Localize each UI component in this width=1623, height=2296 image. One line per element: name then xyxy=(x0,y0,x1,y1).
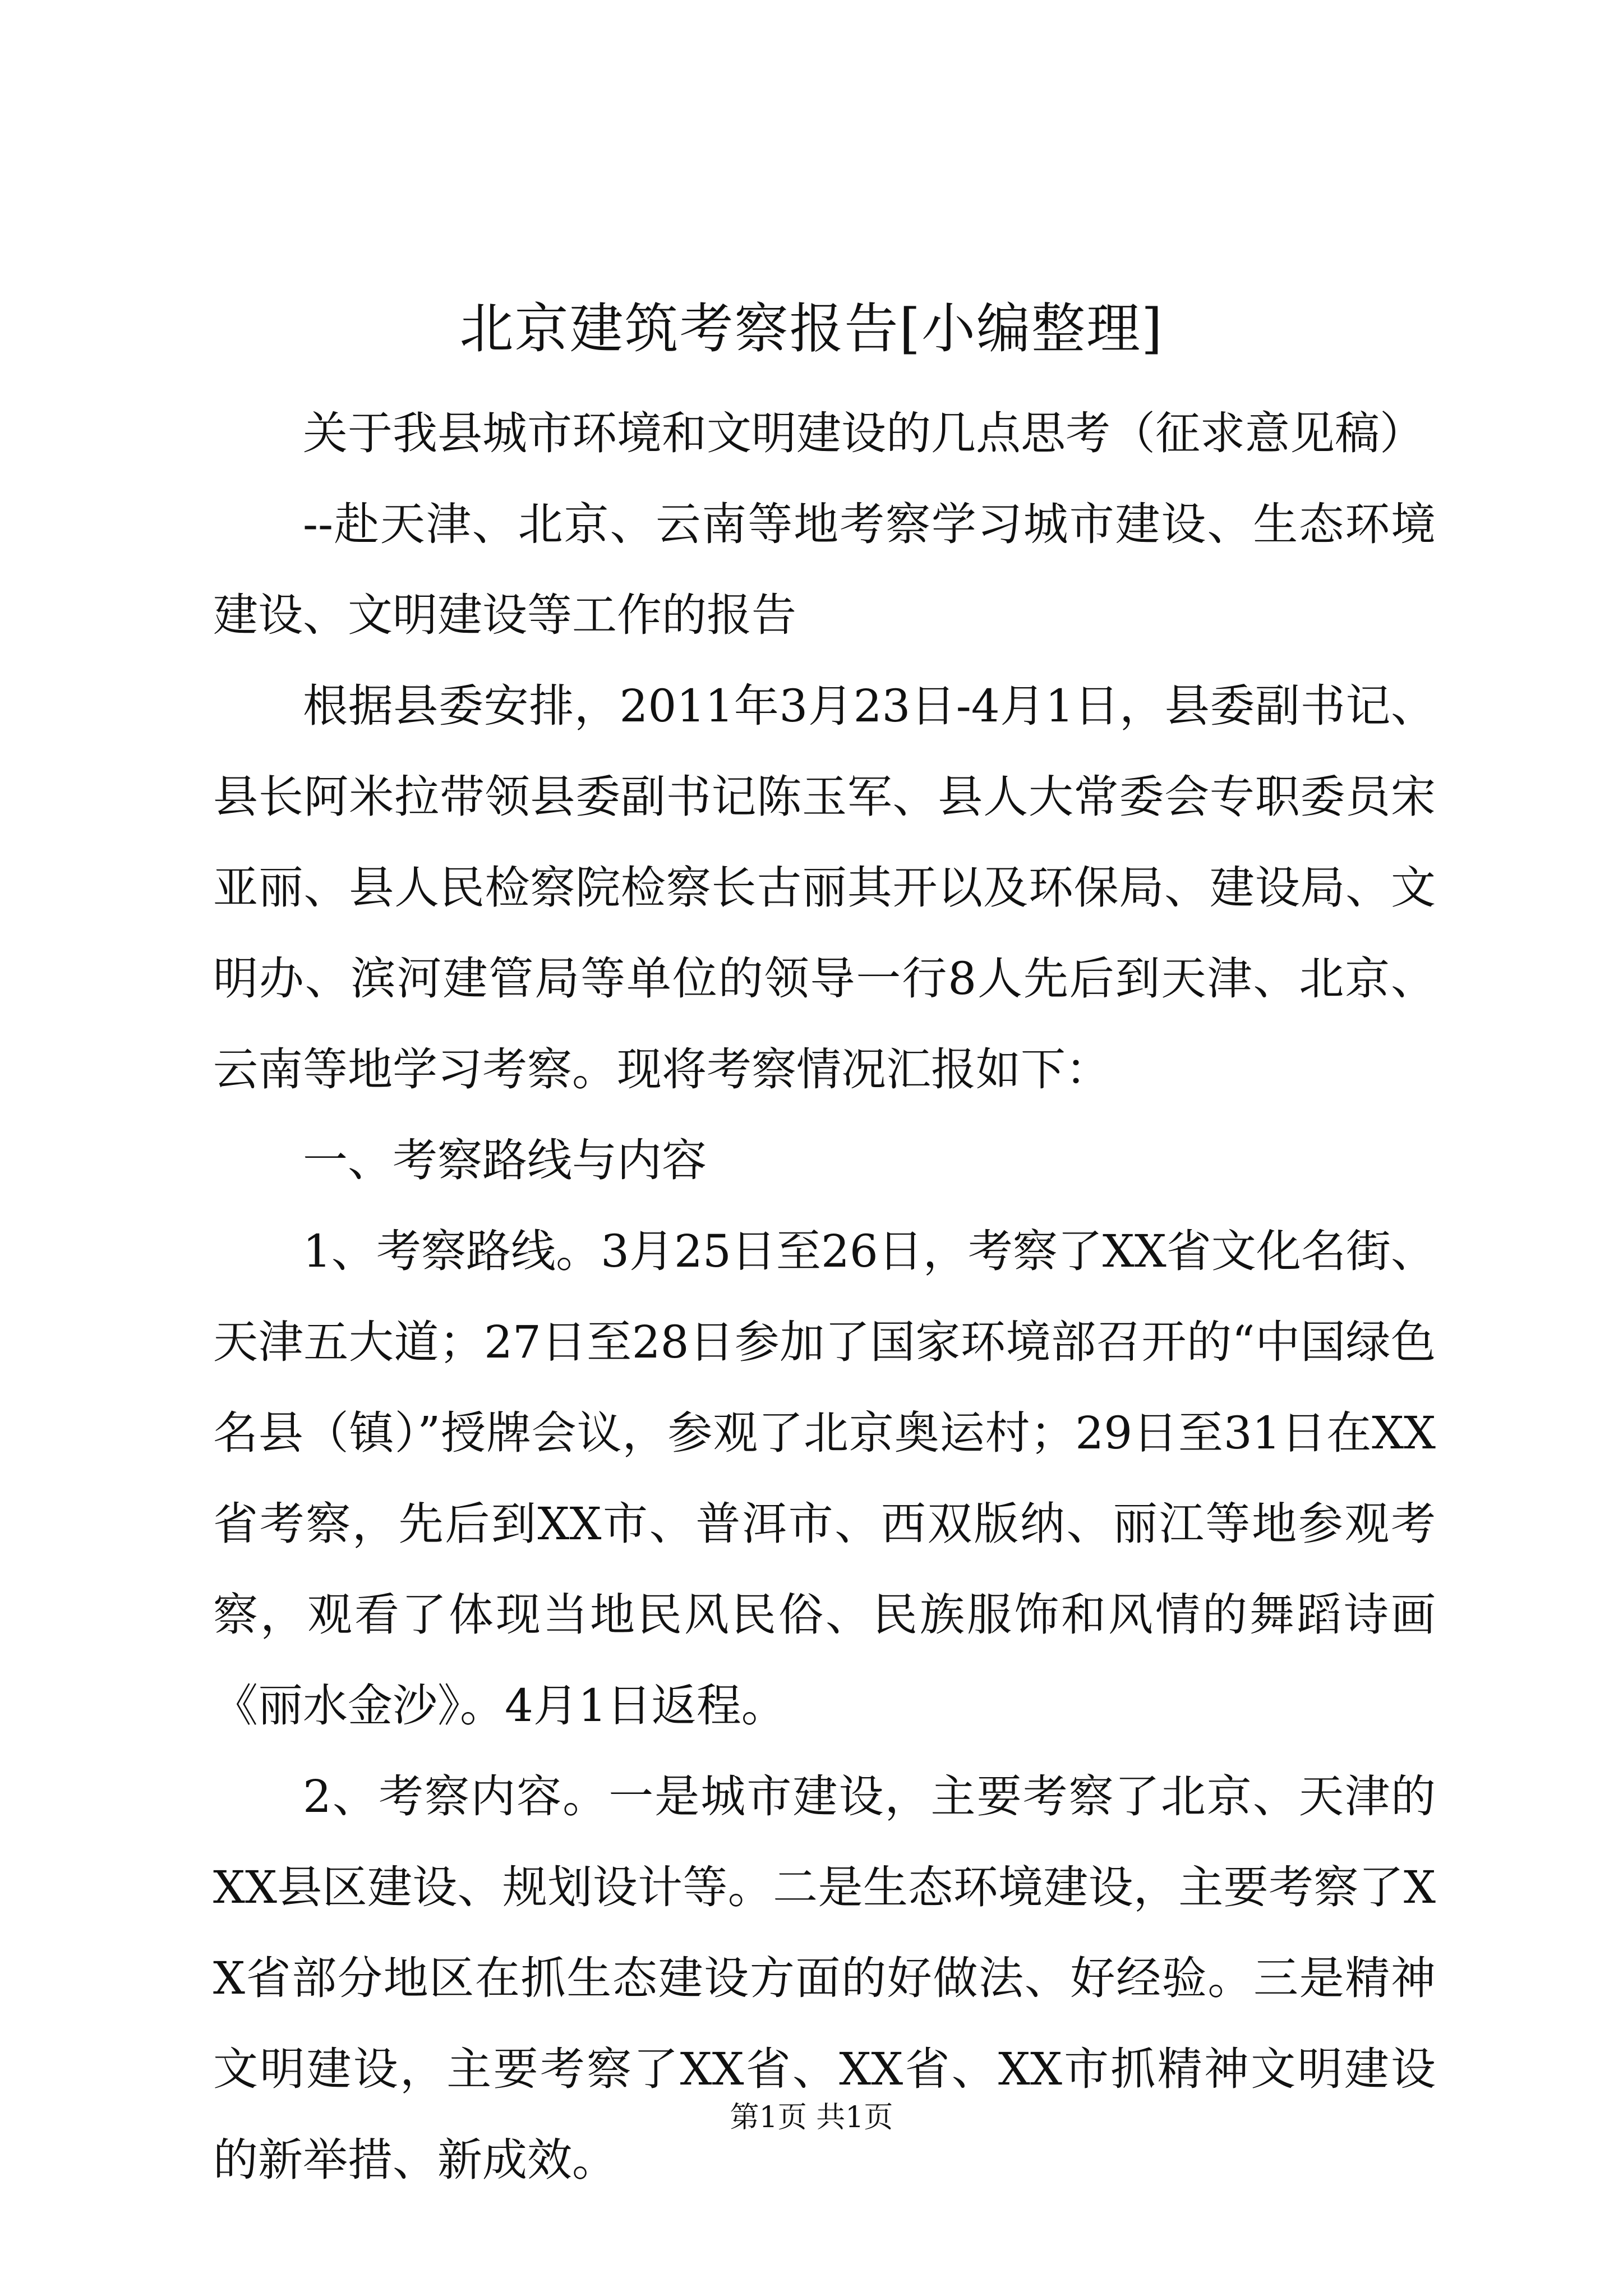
document-title: 北京建筑考察报告[小编整理] xyxy=(459,297,1164,360)
document-body xyxy=(213,388,1436,2206)
page-footer: 第1页 共1页 xyxy=(730,2101,893,2134)
paragraph-subtitle: 关于我县城市环境和文明建设的几点思考（征求意见稿） xyxy=(303,407,1424,459)
paragraph-report-subtitle: --赴天津、北京、云南等地考察学习城市建设、生态环境建设、文明建设等工作的报告 xyxy=(213,498,1436,641)
paragraph-content: 2、考察内容。一是城市建设，主要考察了北京、天津的XX县区建设、规划设计等。二是生态环境建设，主要考察了XX省部分地区在抓生态建设方面的好做法、好经验。三是精神文明建设，主要考察了XX省、XX省、XX市抓精神文明建设的新举措、新成效。 xyxy=(213,1770,1436,2186)
section-heading: 一、考察路线与内容 xyxy=(303,1134,707,1186)
paragraph-introduction: 根据县委安排，2011年3月23日-4月1日，县委副书记、县长阿米拉带领县委副书记陈玉军、县人大常委会专职委员宋亚丽、县人民检察院检察长古丽其开以及环保局、建设局、文明办、滨河建管局等单位的领导一行8人先后到天津、北京、云南等地学习考察。现将考察情况汇报如下： xyxy=(213,680,1436,1096)
paragraph-route: 1、考察路线。3月25日至26日，考察了XX省文化名街、天津五大道；27日至28日参加了国家环境部召开的“中国绿色名县（镇）”授牌会议，参观了北京奥运村；29日至31日在XX省考察，先后到XX市、普洱市、西双版纳、丽江等地参观考察，观看了体现当地民风民俗、民族服饰和风情的舞蹈诗画《丽水金沙》。4月1日返程。 xyxy=(213,1225,1436,1732)
